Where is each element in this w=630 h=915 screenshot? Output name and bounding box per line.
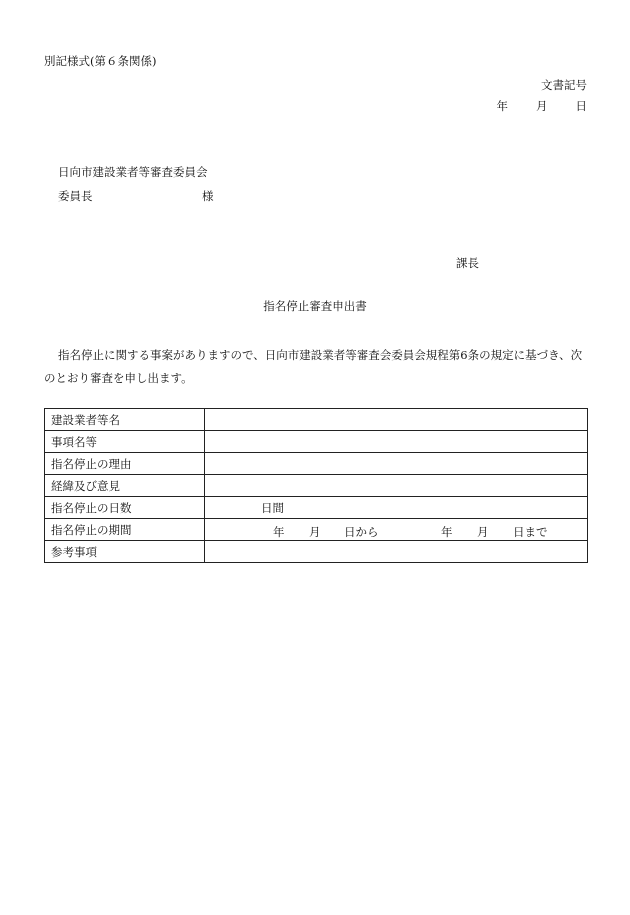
value-cell-period[interactable]: [205, 519, 588, 541]
row-label-matter: 事項名等: [45, 431, 205, 453]
table-row: [45, 519, 588, 541]
form-reference: 別記様式(第６条関係): [44, 54, 157, 68]
row-label-days: 指名停止の日数: [45, 497, 205, 519]
value-cell-reason[interactable]: [205, 453, 588, 475]
body-paragraph: 指名停止に関する事案がありますので、日向市建設業者等審査会委員会規程第6条の規定に基づき、次のとおり審査を申し出ます。: [44, 348, 583, 385]
application-form-table: [44, 408, 588, 563]
document-title: 指名停止審査申出書: [263, 299, 367, 313]
value-cell-history[interactable]: [205, 475, 588, 497]
issue-date: [497, 101, 588, 113]
table-row: [45, 497, 588, 519]
addressee-honorific: 様: [202, 189, 214, 203]
addressee-committee: 日向市建設業者等審査委員会: [58, 165, 208, 179]
days-unit: 日間: [261, 500, 284, 515]
row-label-period: 指名停止の期間: [45, 519, 205, 541]
date-month: 月: [536, 99, 548, 113]
sender-title: 課長: [456, 256, 479, 270]
document-number-label: 文書記号: [541, 78, 587, 92]
period-to-month: 月: [477, 525, 489, 539]
date-day: 日: [575, 99, 587, 113]
table-row: [45, 409, 588, 431]
period-from-year: 年: [273, 525, 285, 539]
value-cell-contractor[interactable]: [205, 409, 588, 431]
table-row: [45, 431, 588, 453]
period-from-day: 日から: [344, 525, 379, 539]
value-cell-matter[interactable]: [205, 431, 588, 453]
row-label-reference: 参考事項: [45, 541, 205, 563]
addressee-chair: 委員長: [58, 189, 93, 203]
value-cell-days[interactable]: [205, 497, 588, 519]
table-row: [45, 475, 588, 497]
value-cell-reference[interactable]: [205, 541, 588, 563]
row-label-contractor: 建設業者等名: [45, 409, 205, 431]
date-year: 年: [496, 99, 508, 113]
row-label-history: 経緯及び意見: [45, 475, 205, 497]
table-row: [45, 541, 588, 563]
period-from-month: 月: [309, 525, 321, 539]
row-label-reason: 指名停止の理由: [45, 453, 205, 475]
period-to-day: 日まで: [513, 525, 548, 539]
period-to-year: 年: [441, 525, 453, 539]
table-row: [45, 453, 588, 475]
